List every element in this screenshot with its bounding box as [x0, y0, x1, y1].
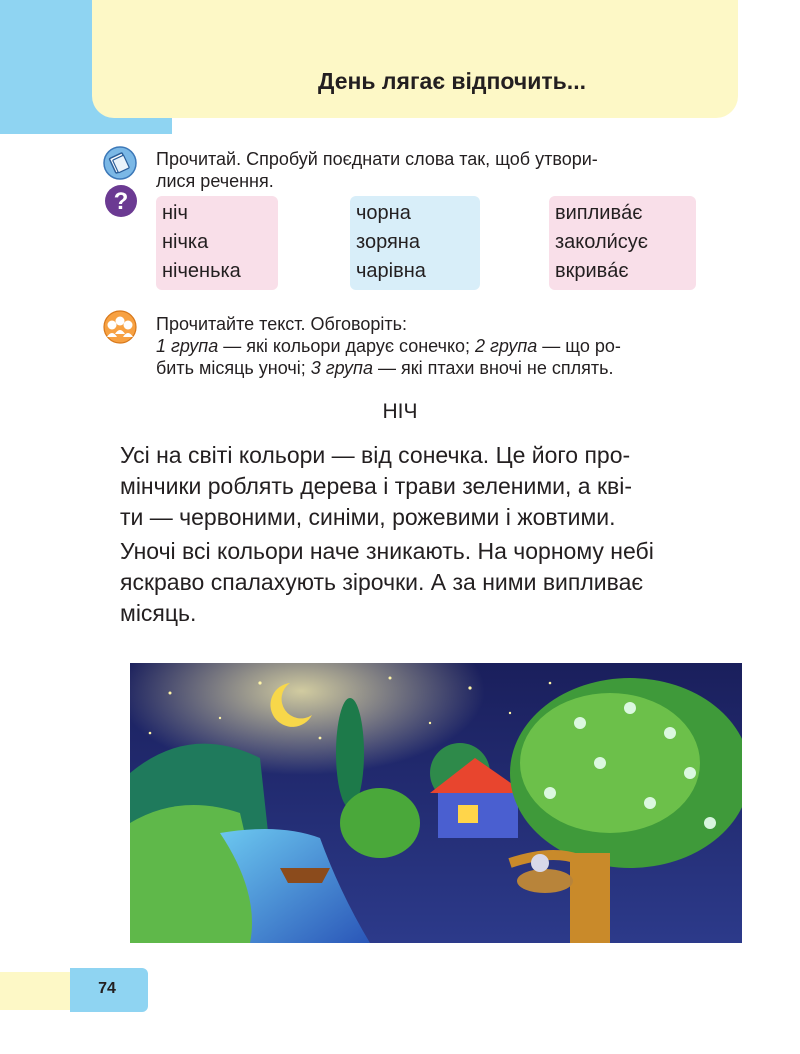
instruction-line: лися речення. — [156, 171, 274, 191]
question-icon — [104, 184, 138, 218]
word: чорна — [356, 202, 411, 224]
text-line: Уночі всі кольори наче зникають. На чорному небі — [120, 538, 654, 564]
boat — [280, 868, 330, 883]
group-label: 1 група — [156, 336, 219, 356]
group-question: бить місяць уночі; — [156, 358, 311, 378]
task1-instruction — [156, 148, 598, 192]
group-label: 3 група — [310, 358, 373, 378]
header-banner — [92, 0, 738, 118]
text-line: ти — червоними, синіми, рожевими і жовтими. — [120, 504, 616, 530]
word: ніч — [162, 202, 188, 224]
word: нічка — [162, 231, 209, 253]
word: чарівна — [356, 260, 426, 282]
instruction-line — [156, 335, 746, 357]
bird-nest — [517, 869, 573, 893]
story-paragraph-2 — [120, 536, 742, 629]
text-line: мінчики роблять дерева і трави зеленими, а кві- — [120, 473, 633, 499]
text-line: Усі на світі кольори — від сонечка. Це його про- — [120, 442, 631, 468]
text-line: яскраво спалахують зірочки. А за ними випливає — [120, 569, 644, 595]
instruction-line — [156, 357, 746, 379]
story-paragraph-1 — [120, 440, 742, 533]
word-box-nouns — [156, 196, 278, 290]
word: зоряна — [356, 231, 420, 253]
page-number: 74 — [98, 980, 116, 997]
group-question: — які кольори дарує сонечко; — [218, 336, 476, 356]
task2-instruction — [156, 313, 746, 379]
text-line: місяць. — [120, 600, 197, 626]
word: ніченька — [162, 260, 241, 282]
word-box-verbs — [549, 196, 696, 290]
book-icon — [102, 146, 138, 180]
instruction-line: Прочитайте текст. Обговоріть: — [156, 314, 408, 334]
group-question: — що ро- — [537, 336, 621, 356]
story-title: НІЧ — [382, 400, 418, 423]
word-box-adjectives — [350, 196, 480, 290]
word: заколи́сує — [555, 231, 648, 253]
page-title: День лягає відпочить... — [318, 68, 586, 94]
group-question: — які птахи вночі не сплять. — [372, 358, 614, 378]
night-scene-illustration — [130, 663, 742, 943]
instruction-line: Прочитай. Спробуй поєднати слова так, щоб утвори- — [156, 149, 598, 169]
group-label: 2 група — [475, 336, 538, 356]
svg-text:?: ? — [113, 188, 129, 215]
word: вкривáє — [555, 260, 629, 282]
group-icon — [102, 310, 138, 344]
word: випливáє — [555, 202, 643, 224]
